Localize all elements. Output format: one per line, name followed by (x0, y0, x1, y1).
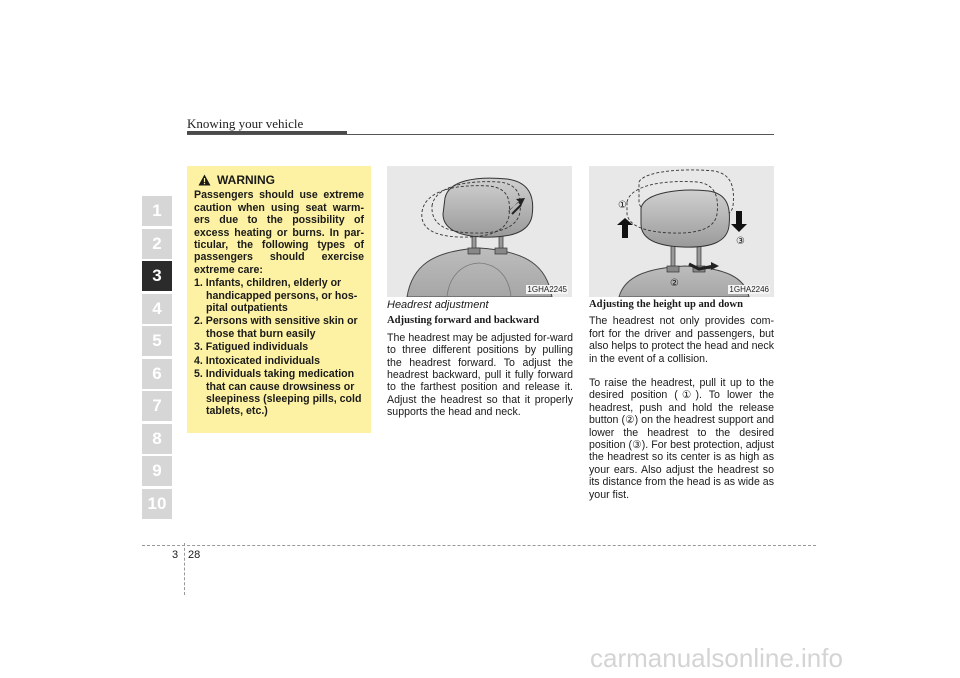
chapter-tab-5[interactable]: 5 (142, 326, 172, 356)
warning-item: 1. Infants, children, elderly or handicapped persons, or hos-pital outpatients (194, 277, 358, 315)
chapter-tab-8[interactable]: 8 (142, 424, 172, 454)
warning-title: WARNING (217, 173, 275, 187)
warning-intro: Passengers should use extreme caution when using seat warm-ers due to the possibility of excess heating or burns. In par-ticular, the following types of passengers should exercise extreme care: (194, 189, 364, 276)
warning-item: 4. Intoxicated individuals (194, 354, 320, 367)
chapter-tab-2[interactable]: 2 (142, 229, 172, 259)
headrest-height-illustration (589, 166, 774, 297)
warning-box (187, 166, 371, 433)
subsection-height-title: Adjusting the height up and down (589, 299, 743, 310)
headrest-height-drawing (589, 166, 774, 297)
footer-chapter-number: 3 (172, 549, 179, 561)
chapter-tab-9[interactable]: 9 (142, 456, 172, 486)
callout-2: ② (670, 278, 679, 289)
headrest-forward-illustration (387, 166, 572, 297)
chapter-tab-10[interactable]: 10 (142, 489, 172, 519)
footer-rule (142, 545, 816, 546)
warning-item: 2. Persons with sensitive skin or those that burn easily (194, 315, 358, 340)
headrest-height-column (589, 299, 774, 513)
height-paragraph-1: The headrest not only provides com-fort for the driver and passengers, but also helps to protect the head and neck in the event of a collision. (589, 315, 774, 365)
watermark-text: carmanualsonline.info (590, 643, 843, 673)
footer-divider (184, 543, 185, 595)
section-header-title: Knowing your vehicle (187, 116, 304, 131)
headrest-forward-drawing (387, 166, 572, 297)
warning-item: 3. Fatigued individuals (194, 341, 309, 354)
callout-3: ③ (736, 236, 745, 247)
warning-heading (198, 174, 364, 186)
warning-triangle-icon (198, 174, 211, 186)
callout-1: ① (618, 200, 627, 211)
footer-page-number: 28 (188, 549, 201, 561)
section-title-headrest: Headrest adjustment (387, 299, 489, 311)
warning-list (194, 277, 364, 417)
header-rule (187, 134, 774, 135)
subsection-forward-title: Adjusting forward and backward (387, 315, 540, 327)
chapter-tab-3[interactable]: 3 (142, 261, 172, 291)
height-paragraph-2: To raise the headrest, pull it up to the desired position (①). To lower the headrest, push and hold the release button (②) on the headrest support and lower the headrest to the desired position (③). For best protection, adjust the headrest so its center is as high as your ears. Also adjust the headrest so its distance from the head is as wide as your fist. (589, 377, 774, 501)
warning-item: 5. Individuals taking medication that can cause drowsiness or sleepiness (sleeping pills, cold tablets, etc.) (194, 368, 362, 418)
forward-paragraph: The headrest may be adjusted for-ward to three different positions by pulling the headrest forward. To adjust the headrest backward, pull it fully forward to the farthest position and release it. Adjust the headrest so that it properly supports the head and neck. (387, 331, 573, 419)
chapter-tab-6[interactable]: 6 (142, 359, 172, 389)
figure-code: 1GHA2246 (729, 285, 769, 294)
chapter-tab-7[interactable]: 7 (142, 391, 172, 421)
chapter-tabs (142, 196, 172, 521)
chapter-tab-1[interactable]: 1 (142, 196, 172, 226)
figure-code: 1GHA2245 (527, 285, 567, 294)
headrest-forward-column (387, 299, 573, 431)
chapter-tab-4[interactable]: 4 (142, 294, 172, 324)
